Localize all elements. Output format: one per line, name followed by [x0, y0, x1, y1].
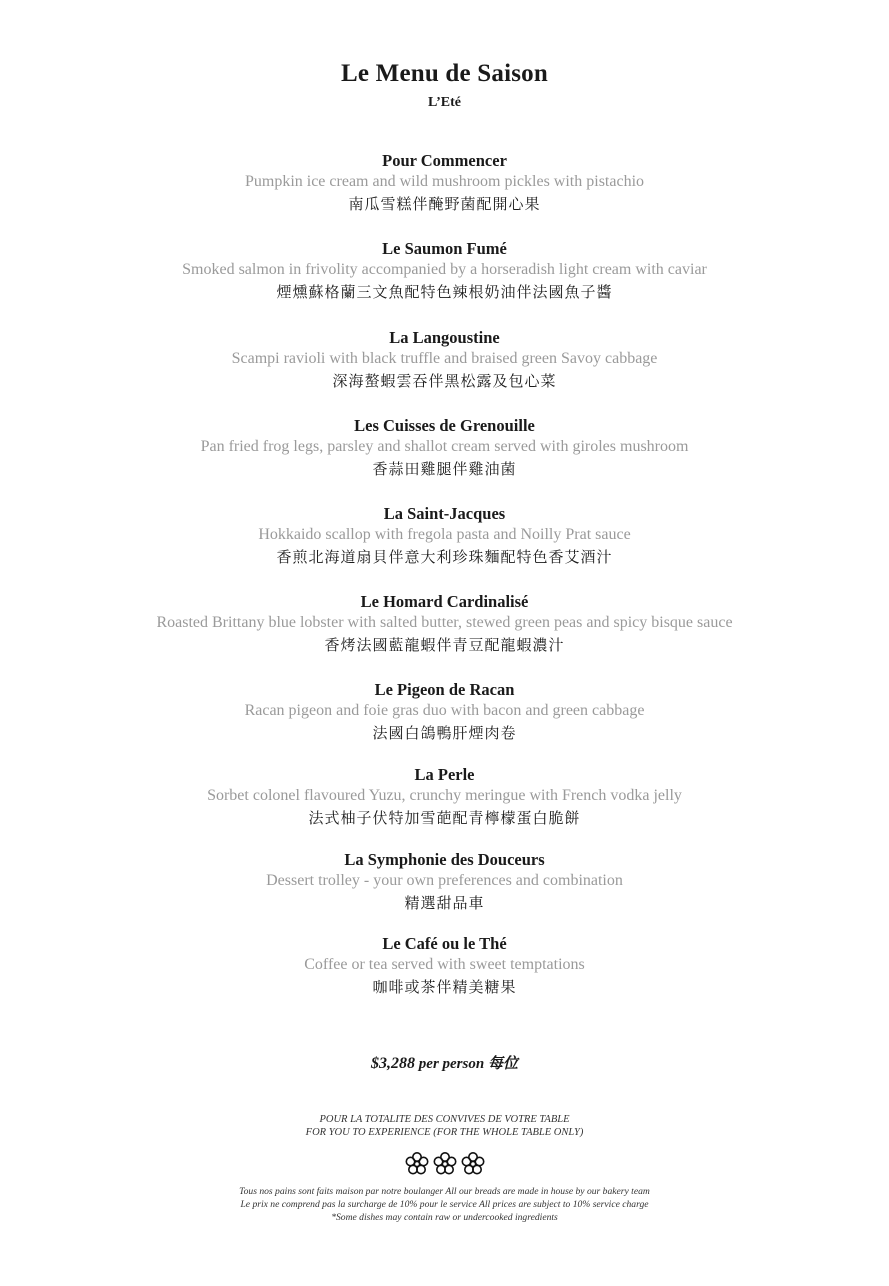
price-unit: per person: [418, 1056, 485, 1072]
course-item: [0, 592, 889, 656]
course-name: Le Pigeon de Racan: [374, 680, 515, 699]
course-chinese-name: 香烤法國藍龍蝦伴青豆配龍蝦濃汁: [324, 636, 565, 654]
course-chinese-name: 法式柚子伏特加雪葩配青檸檬蛋白脆餅: [308, 809, 581, 827]
course-description: Racan pigeon and foie gras duo with bacon and green cabbage: [244, 702, 645, 719]
course-name: Le Homard Cardinalisé: [360, 592, 529, 611]
footnote-bread: Tous nos pains sont faits maison par notre boulanger All our breads are made in house by our bakery team: [239, 1186, 650, 1197]
price-line: [0, 1052, 889, 1073]
course-name: La Perle: [414, 765, 475, 784]
course-name: Le Saumon Fumé: [382, 239, 507, 258]
course-chinese-name: 香煎北海道扇貝伴意大利珍珠麵配特色香艾酒汁: [276, 548, 613, 566]
course-description: Pumpkin ice cream and wild mushroom pickles with pistachio: [244, 173, 645, 190]
course-chinese-name: 咖啡或茶伴精美糖果: [372, 978, 517, 996]
price-amount: $3,288: [371, 1055, 416, 1072]
course-chinese-name: 香蒜田雞腿伴雞油菌: [372, 460, 517, 478]
course-description: Coffee or tea served with sweet temptations: [304, 956, 585, 973]
footnote-raw-ingredients: *Some dishes may contain raw or undercooked ingredients: [331, 1212, 558, 1223]
course-name: La Saint-Jacques: [383, 504, 506, 523]
course-name: La Langoustine: [389, 328, 500, 347]
course-chinese-name: 深海螯蝦雲吞伴黑松露及包心菜: [332, 372, 557, 390]
course-item: [0, 680, 889, 744]
menu-subtitle: L’Eté: [428, 95, 461, 110]
footnote-service-charge: Le prix ne comprend pas la surcharge de 10% pour le service All prices are subject to 10% service charge: [240, 1199, 649, 1210]
course-chinese-name: 法國白鴿鴨肝煙肉卷: [372, 724, 517, 742]
course-item: [0, 328, 889, 392]
course-item: [0, 239, 889, 303]
course-name: La Symphonie des Douceurs: [344, 850, 545, 869]
course-description: Dessert trolley - your own preferences and combination: [266, 872, 623, 889]
michelin-star-icon: [404, 1151, 430, 1177]
michelin-star-icon: [432, 1151, 458, 1177]
course-description: Smoked salmon in frivolity accompanied by a horseradish light cream with caviar: [182, 261, 707, 278]
course-item: [0, 151, 889, 215]
course-name: Pour Commencer: [382, 151, 507, 170]
course-description: Roasted Brittany blue lobster with salted butter, stewed green peas and spicy bisque sauce: [156, 614, 733, 631]
course-item: [0, 765, 889, 829]
michelin-star-icon: [460, 1151, 486, 1177]
course-chinese-name: 南瓜雪糕伴醃野菌配開心果: [348, 195, 541, 213]
course-item: [0, 504, 889, 568]
whole-table-note: [0, 1113, 889, 1139]
course-description: Pan fried frog legs, parsley and shallot cream served with giroles mushroom: [200, 438, 689, 455]
course-chinese-name: 煙燻蘇格蘭三文魚配特色辣根奶油伴法國魚子醬: [276, 283, 613, 301]
menu-title: Le Menu de Saison: [341, 60, 548, 87]
price-unit-chinese: 每位: [487, 1054, 518, 1072]
course-description: Scampi ravioli with black truffle and braised green Savoy cabbage: [231, 350, 658, 367]
table-note-english: FOR YOU TO EXPERIENCE (FOR THE WHOLE TABLE ONLY): [305, 1127, 584, 1138]
course-item: [0, 416, 889, 480]
course-description: Hokkaido scallop with fregola pasta and Noilly Prat sauce: [258, 526, 631, 543]
course-item: [0, 850, 889, 914]
course-name: Les Cuisses de Grenouille: [354, 416, 535, 435]
course-chinese-name: 精選甜品車: [404, 894, 485, 912]
michelin-stars: [0, 1151, 889, 1179]
table-note-french: POUR LA TOTALITE DES CONVIVES DE VOTRE TABLE: [319, 1114, 570, 1125]
course-description: Sorbet colonel flavoured Yuzu, crunchy meringue with French vodka jelly: [207, 787, 682, 804]
course-name: Le Café ou le Thé: [382, 934, 507, 953]
course-item: [0, 934, 889, 998]
footnotes: [0, 1185, 889, 1224]
